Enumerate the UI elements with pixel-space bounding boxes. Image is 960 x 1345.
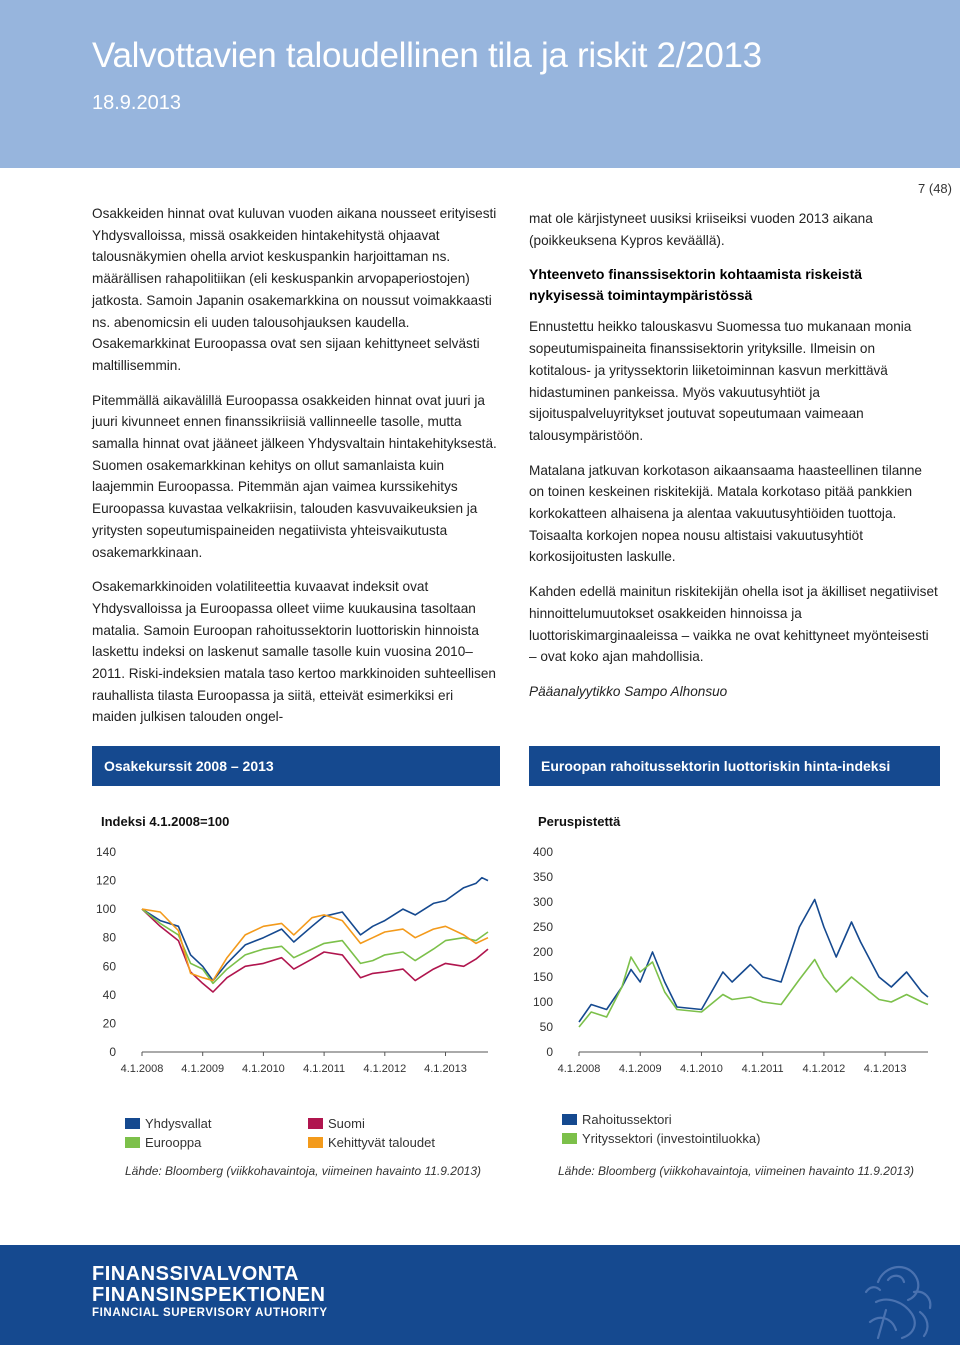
x-tick-label: 4.1.2011 <box>303 1063 346 1075</box>
x-tick-label: 4.1.2010 <box>241 1063 285 1075</box>
y-tick-label: 140 <box>95 845 116 859</box>
author-signature: Pääanalyytikko Sampo Alhonsuo <box>529 683 728 699</box>
x-tick-label: 4.1.2009 <box>181 1063 225 1075</box>
paragraph: Osakkeiden hinnat ovat kuluvan vuoden aikana nousseet erityisesti Yhdysvalloissa, missä osakkeiden hintakehitystä ohjaavat talousnäkymien ohella arviot keskuspankin harjoittaman ns. määrällisen rahapolitiikan (eli keskuspankin arvopaperiostojen) jatkosta. Samoin Japanin osakemarkkina on noussut voimakkaasti ns. abenomicsin eli uuden talousohjauksen kaudella. Osakemarkkinat Euroopassa ovat sen sijaan kehittyneet selvästi maltillisemmin. <box>92 206 497 373</box>
report-title: Valvottavien taloudellinen tila ja riskit 2/2013 <box>92 36 762 75</box>
series-line-rahoitussektori <box>579 900 928 1023</box>
y-tick-label: 60 <box>102 959 116 974</box>
y-tick-label: 300 <box>532 895 553 909</box>
chart1-source: Lähde: Bloomberg (viikkohavaintoja, viimeinen havainto 11.9.2013) <box>125 1164 481 1178</box>
y-tick-label: 40 <box>102 987 116 1002</box>
page-number: 7 (48) <box>918 181 952 196</box>
legend-label-rahoitussektori: Rahoitussektori <box>582 1112 672 1127</box>
y-tick-label: 80 <box>102 930 116 945</box>
footer-org-name-en: FINANCIAL SUPERVISORY AUTHORITY <box>92 1307 328 1319</box>
legend-swatch-kehittyvat <box>308 1137 323 1148</box>
y-tick-label: 100 <box>95 902 116 917</box>
page-header <box>0 0 960 168</box>
chart1-unit-label: Indeksi 4.1.2008=100 <box>101 814 230 829</box>
series-line-suomi <box>142 909 488 992</box>
y-tick-label: 50 <box>539 1020 553 1034</box>
x-tick-label: 4.1.2013 <box>424 1063 467 1075</box>
chart2-unit-label: Peruspistettä <box>538 814 621 829</box>
legend-label-suomi: Suomi <box>328 1116 365 1131</box>
chart1-title-band <box>92 746 500 786</box>
paragraph: Matalana jatkuvan korkotason aikaansaama haasteellinen tilanne on toinen keskeinen riskitekijä. Matala korkotaso pitää pankkien korkokatteen alhaisena ja alentaa vakuutusyhtiöiden tuottoja. Toisaalta korkojen nopea nousu altistaisi vakuutusyhtiöt korkosijoitusten laskulle. <box>529 462 922 565</box>
y-tick-label: 20 <box>102 1016 116 1031</box>
legend-label-yhdysvallat: Yhdysvallat <box>145 1116 212 1131</box>
chart2-source: Lähde: Bloomberg (viikkohavaintoja, viimeinen havainto 11.9.2013) <box>558 1164 914 1178</box>
x-tick-label: 4.1.2011 <box>741 1063 784 1075</box>
legend-label-kehittyvat: Kehittyvät taloudet <box>328 1135 435 1150</box>
paragraph: Pitemmällä aikavälillä Euroopassa osakkeiden hinnat ovat juuri ja juuri kivunneet ennen finanssikriisiä vallinneelle tasolle, mutta samalla hinnat ovat jääneet jälkeen Yhdysvaltain hintakehityksestä. Suomen osakemarkkinan kehitys on ollut samanlaista kuin laajemmin Euroopassa. Pitemmän ajan vaimea kurssikehitys Euroopassa kuvastaa velkakriisin, talouden kasvuvaikeuksien ja yritysten sopeutumispaineiden negatiivista yhteisvaikutusta osakemarkkinaan. <box>92 392 497 560</box>
chart1-plot <box>92 838 500 1098</box>
x-tick-label: 4.1.2012 <box>363 1063 407 1075</box>
footer-org-name-sv: FINANSINSPEKTIONEN <box>92 1284 326 1306</box>
paragraph: mat ole kärjistyneet uusiksi kriiseiksi vuoden 2013 aikana (poikkeuksena Kypros keväällä). <box>529 211 873 248</box>
legend-label-yrityssektori: Yrityssektori (investointiluokka) <box>582 1131 761 1146</box>
chart1-title: Osakekurssit 2008 – 2013 <box>104 758 274 774</box>
y-tick-label: 0 <box>109 1045 116 1059</box>
y-tick-label: 150 <box>532 970 553 984</box>
paragraph: Kahden edellä mainitun riskitekijän ohella isot ja äkilliset negatiiviset hinnoittelumuutokset osakkeiden hinnoissa ja luottoriskimarginaaleissa – vaikka ne ovat kehittyneet myönteisesti – ovat koko ajan mahdollisia. <box>529 584 938 665</box>
lion-emblem-icon <box>858 1252 940 1342</box>
legend-swatch-yhdysvallat <box>125 1118 140 1129</box>
chart2-plot <box>529 838 940 1098</box>
x-tick-label: 4.1.2013 <box>863 1063 907 1075</box>
left-text-column <box>92 203 500 741</box>
legend-label-eurooppa: Eurooppa <box>145 1135 202 1150</box>
legend-swatch-suomi <box>308 1118 323 1129</box>
paragraph: Ennustettu heikko talouskasvu Suomessa tuo mukanaan monia sopeutumispaineita finanssisektorin yrityksille. Ilmeisin on kotitalous- ja yrityssektorin liiketoiminnan kasvun merkittävä hidastuminen pankeissa. Myös vakuutusyhtiöt ja sijoituspalveluyritykset joutuvat sopeutumaan vaimeaan talousympäristöön. <box>529 319 912 443</box>
y-tick-label: 100 <box>532 995 553 1009</box>
x-tick-label: 4.1.2010 <box>680 1063 723 1075</box>
x-tick-label: 4.1.2008 <box>557 1063 601 1075</box>
y-tick-label: 400 <box>532 845 553 859</box>
y-tick-label: 0 <box>546 1045 553 1059</box>
section-heading: Yhteenveto finanssisektorin kohtaamista riskeistä nykyisessä toimintaympäristössä <box>529 266 863 304</box>
x-tick-label: 4.1.2012 <box>802 1063 846 1075</box>
y-tick-label: 120 <box>95 873 116 888</box>
y-tick-label: 350 <box>532 870 553 884</box>
y-tick-label: 200 <box>532 945 553 959</box>
paragraph: Osakemarkkinoiden volatiliteettia kuvaavat indeksit ovat Yhdysvalloissa ja Euroopassa olleet viime kuukausina tasoltaan matalia. Samoin Euroopan rahoitussektorin luottoriskin hinnoista laskettu indeksi on laskenut samalle tasolle kuin vuosina 2010–2011. Riski-indeksien matala taso kertoo markkinoiden suhteellisen rauhallista tilasta Euroopassa ja siitä, etteivät esimerkiksi eri maiden julkisen talouden ongel- <box>92 579 496 725</box>
chart2-title-band <box>529 746 940 786</box>
right-text-column <box>529 208 939 716</box>
chart2-title: Euroopan rahoitussektorin luottoriskin hinta-indeksi <box>541 758 891 774</box>
y-tick-label: 250 <box>532 920 553 934</box>
series-line-kehittyvät-taloudet <box>142 909 488 981</box>
legend-swatch-eurooppa <box>125 1137 140 1148</box>
x-tick-label: 4.1.2009 <box>618 1063 662 1075</box>
footer-org-name-fi: FINANSSIVALVONTA <box>92 1263 299 1285</box>
legend-swatch-rahoitussektori <box>562 1114 577 1125</box>
series-line-eurooppa <box>142 909 488 983</box>
x-tick-label: 4.1.2008 <box>120 1063 164 1075</box>
legend-swatch-yrityssektori <box>562 1133 577 1144</box>
report-date: 18.9.2013 <box>92 92 181 114</box>
